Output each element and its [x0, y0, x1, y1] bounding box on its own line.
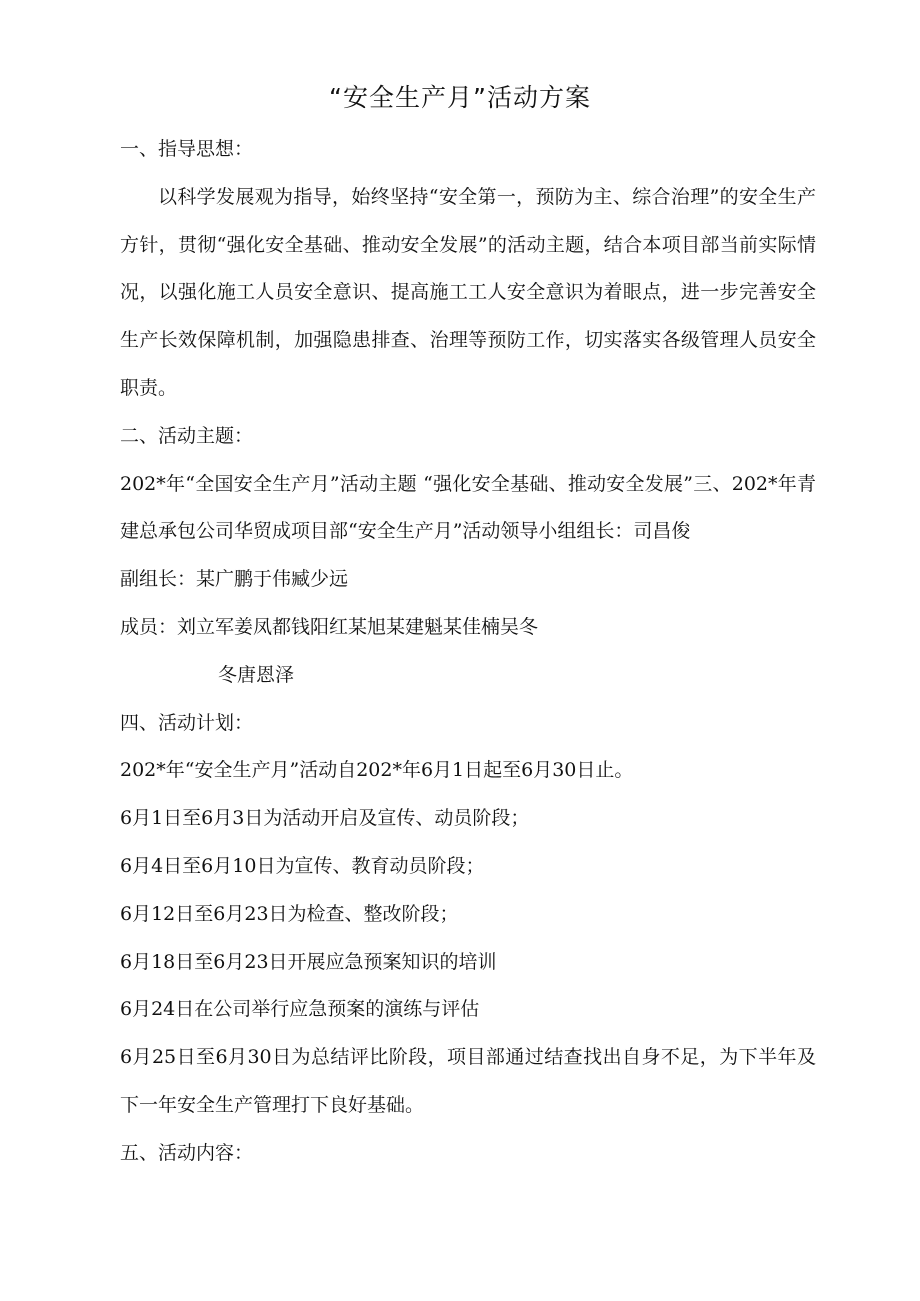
plan-item: 6月4日至6月10日为宣传、教育动员阶段；	[120, 854, 485, 877]
plan-item: 6月24日在公司举行应急预案的演练与评估	[120, 998, 480, 1021]
paragraph-guiding: 以科学发展观为指导，始终坚持“安全第一，预防为主、综合治理”的安全生产方针，贯彻“强化安全基础、推动安全发展”的活动主题，结合本项目部当前实际情况，以强化施工人员安全意识、提高施工工人安全意识为着眼点，进一步完善安全生产长效保障机制，加强隐患排查、治理等预防工作，切实落实各级管理人员安全职责。	[120, 185, 816, 399]
members-line: 成员：刘立军姜凤都钱阳红某旭某建魁某佳楠吴冬	[120, 615, 539, 638]
members-continued-line: 冬唐恩泽	[218, 663, 295, 686]
paragraph-theme: 202*年“全国安全生产月”活动主题 “强化安全基础、推动安全发展”三、202*年青建总承包公司华贸成项目部“安全生产月”活动领导小组组长：司昌俊	[120, 472, 816, 543]
plan-item: 6月1日至6月3日为活动开启及宣传、动员阶段；	[120, 807, 530, 830]
plan-item: 6月25日至6月30日为总结评比阶段，项目部通过结查找出自身不足，为下半年及下一年安全生产管理打下良好基础。	[120, 1046, 816, 1116]
plan-item: 6月12日至6月23日为检查、整改阶段；	[120, 902, 459, 925]
vice-leader-line: 副组长：某广鹏于伟臧少远	[120, 568, 349, 591]
plan-item: 6月18日至6月23日开展应急预案知识的培训	[120, 950, 497, 973]
section-heading-guiding: 一、指导思想：	[120, 138, 254, 160]
section-heading-plan: 四、活动计划：	[120, 711, 254, 734]
section-heading-content: 五、活动内容：	[120, 1141, 254, 1164]
document-body	[120, 126, 816, 1178]
document-title: “安全生产月”活动方案	[329, 83, 591, 112]
section-heading-theme: 二、活动主题：	[120, 424, 254, 447]
plan-item: 202*年“安全生产月”活动自202*年6月1日起至6月30日止。	[120, 759, 634, 782]
